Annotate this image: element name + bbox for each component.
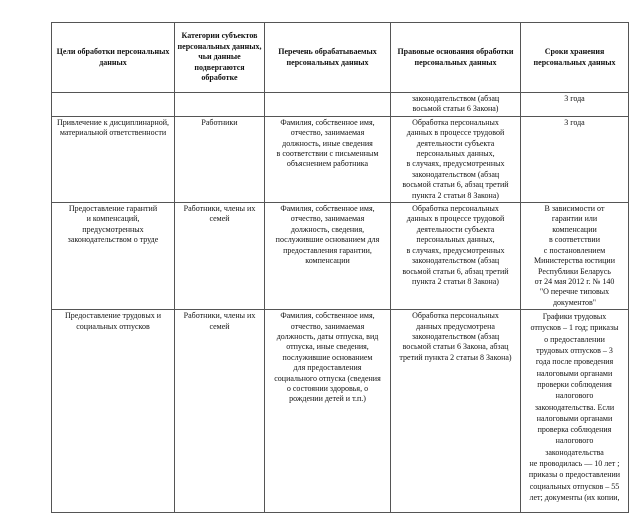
cell-subjects: Работники, члены их семей <box>175 203 265 310</box>
table-row <box>52 93 629 117</box>
cell-legal-basis: Обработка персональных данных предусмотрена законодательством (абзац восьмой статьи 6 Закона, абзац третий пункта 2 статьи 8 Закона) <box>391 310 521 513</box>
cell-retention: 3 года <box>521 93 629 117</box>
cell-subjects: Работники, члены их семей <box>175 310 265 513</box>
cell-data-list: Фамилия, собственное имя, отчество, занимаемая должность, сведения, послужившие основанием для предоставления гарантии, компенсации <box>265 203 391 310</box>
table-row <box>52 203 629 310</box>
cell-data-list <box>265 93 391 117</box>
cell-purpose: Привлечение к дисциплинарной, материальной ответственности <box>52 116 175 202</box>
cell-purpose: Предоставление гарантий и компенсаций, предусмотренных законодательством о труде <box>52 203 175 310</box>
cell-subjects: Работники <box>175 116 265 202</box>
table-row <box>52 116 629 202</box>
cell-retention: В зависимости от гарантии или компенсации в соответствии с постановлением Министерства юстиции Республики Беларусь от 24 мая 2012 г. № 140 "О перечне типовых документов" <box>521 203 629 310</box>
cell-data-list: Фамилия, собственное имя, отчество, занимаемая должность, иные сведения в соответствии с письменным объяснением работника <box>265 116 391 202</box>
cell-retention: 3 года <box>521 116 629 202</box>
personal-data-processing-table <box>51 22 629 513</box>
header-subjects: Категории субъектов персональных данных, чьи данные подвергаются обработке <box>175 23 265 93</box>
header-retention: Сроки хранения персональных данных <box>521 23 629 93</box>
header-purpose: Цели обработки персональных данных <box>52 23 175 93</box>
cell-subjects <box>175 93 265 117</box>
cell-data-list: Фамилия, собственное имя, отчество, занимаемая должность, даты отпуска, вид отпуска, иные сведения, послужившие основанием для предоставления социального отпуска (сведения о состоянии здоровья, о рождении детей и т.п.) <box>265 310 391 513</box>
cell-legal-basis: законодательством (абзац восьмой статьи 6 Закона) <box>391 93 521 117</box>
cell-legal-basis: Обработка персональных данных в процессе трудовой деятельности субъекта персональных данных, в случаях, предусмотренных законодательством (абзац восьмой статьи 6, абзац третий пункта 2 статьи 8 Закона) <box>391 116 521 202</box>
cell-purpose: Предоставление трудовых и социальных отпусков <box>52 310 175 513</box>
header-data-list: Перечень обрабатываемых персональных данных <box>265 23 391 93</box>
header-legal-basis: Правовые основания обработки персональных данных <box>391 23 521 93</box>
cell-legal-basis: Обработка персональных данных в процессе трудовой деятельности субъекта персональных данных, в случаях, предусмотренных законодательством (абзац восьмой статьи 6, абзац третий пункта 2 статьи 8 Закона) <box>391 203 521 310</box>
table-header-row <box>52 23 629 93</box>
table-row <box>52 310 629 513</box>
cell-retention: Графики трудовых отпусков – 1 год; приказы о предоставлении трудовых отпусков – 3 года после проведения налоговыми органами проверки соблюдения налогового законодательства. Если налоговыми органами проверка соблюдения налогового законодательства не проводилась — 10 лет ; приказы о предоставлении социальных отпусков – 55 лет; документы (их копии, <box>521 310 629 513</box>
cell-purpose <box>52 93 175 117</box>
